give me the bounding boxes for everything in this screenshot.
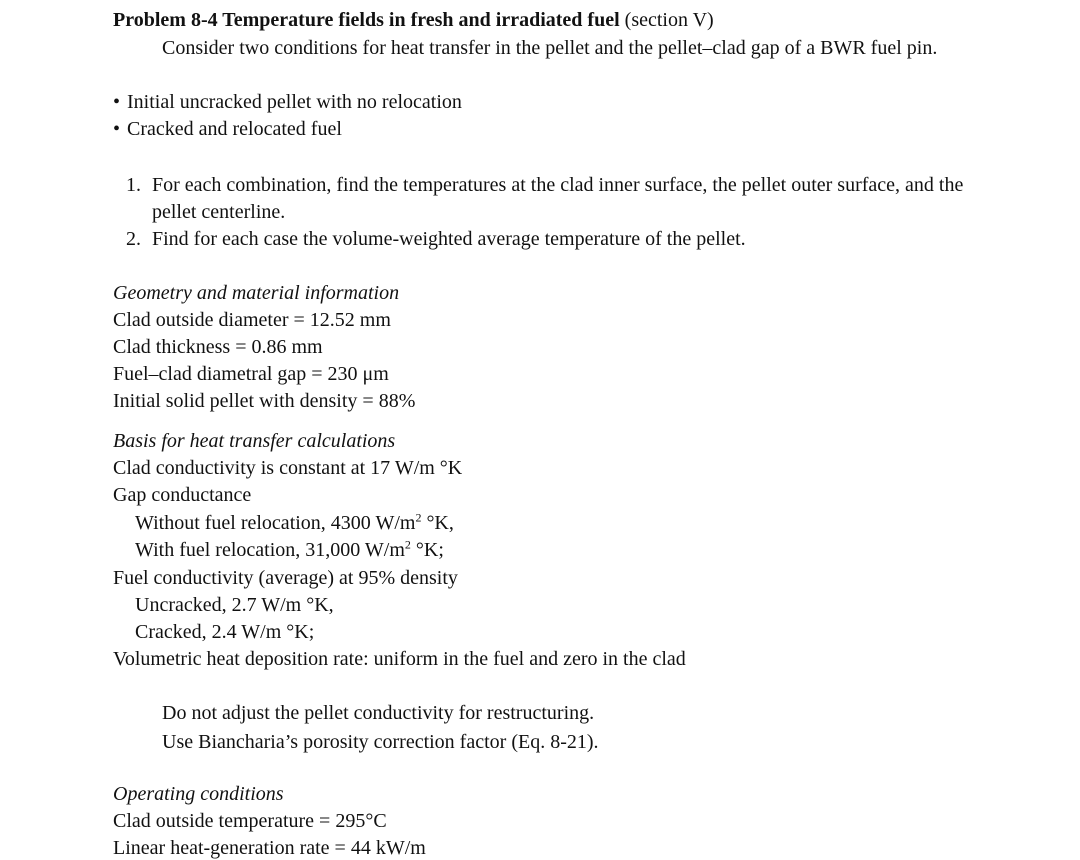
- gap-with-unit: °K;: [410, 539, 444, 561]
- problem-title-line: [113, 8, 714, 32]
- task-continuation: pellet centerline.: [152, 201, 286, 223]
- geometry-item: Fuel–clad diametral gap = 230 μm: [113, 363, 389, 385]
- note: Do not adjust the pellet conductivity for restructuring.: [162, 702, 595, 724]
- note: Use Biancharia’s porosity correction factor (Eq. 8-21).: [162, 731, 599, 753]
- fuel-conductivity-label: Fuel conductivity (average) at 95% density: [113, 567, 458, 589]
- problem-section: (section V): [624, 9, 714, 31]
- gap-without-text: Without fuel relocation, 4300 W/m: [135, 512, 416, 534]
- task-number: 2.: [126, 228, 141, 250]
- condition-item: [113, 117, 342, 141]
- geometry-item: Clad outside diameter = 12.52 mm: [113, 309, 391, 331]
- gap-without-exponent: 2: [415, 510, 422, 525]
- condition-text: Cracked and relocated fuel: [127, 118, 342, 140]
- bullet-icon: •: [113, 118, 121, 140]
- condition-text: Initial uncracked pellet with no relocation: [127, 91, 462, 113]
- gap-without-unit: °K,: [421, 512, 454, 534]
- task-item: [126, 173, 963, 197]
- gap-without-relocation: [135, 511, 454, 535]
- operating-heading: Operating conditions: [113, 783, 284, 805]
- gap-with-relocation: [135, 538, 444, 562]
- clad-conductivity: Clad conductivity is constant at 17 W/m °K: [113, 457, 463, 479]
- task-text: Find for each case the volume-weighted average temperature of the pellet.: [152, 228, 746, 250]
- task-number: 1.: [126, 174, 141, 196]
- fuel-cracked: Cracked, 2.4 W/m °K;: [135, 621, 315, 643]
- condition-item: [113, 90, 462, 114]
- task-item: [126, 227, 746, 251]
- gap-conductance-label: Gap conductance: [113, 484, 252, 506]
- geometry-heading: Geometry and material information: [113, 282, 400, 304]
- geometry-item: Clad thickness = 0.86 mm: [113, 336, 323, 358]
- task-text: For each combination, find the temperatures at the clad inner surface, the pellet outer surface, and the: [152, 174, 964, 196]
- problem-intro: Consider two conditions for heat transfer in the pellet and the pellet–clad gap of a BWR fuel pin.: [162, 37, 938, 59]
- bullet-icon: •: [113, 91, 121, 113]
- volumetric-heat: Volumetric heat deposition rate: uniform in the fuel and zero in the clad: [113, 648, 686, 670]
- operating-item: Linear heat-generation rate = 44 kW/m: [113, 837, 426, 859]
- fuel-uncracked: Uncracked, 2.7 W/m °K,: [135, 594, 334, 616]
- operating-item: Clad outside temperature = 295°C: [113, 810, 387, 832]
- gap-with-exponent: 2: [404, 537, 411, 552]
- problem-title: Problem 8-4 Temperature fields in fresh and irradiated fuel: [113, 9, 620, 31]
- gap-with-text: With fuel relocation, 31,000 W/m: [135, 539, 405, 561]
- geometry-item: Initial solid pellet with density = 88%: [113, 390, 416, 412]
- basis-heading: Basis for heat transfer calculations: [113, 430, 396, 452]
